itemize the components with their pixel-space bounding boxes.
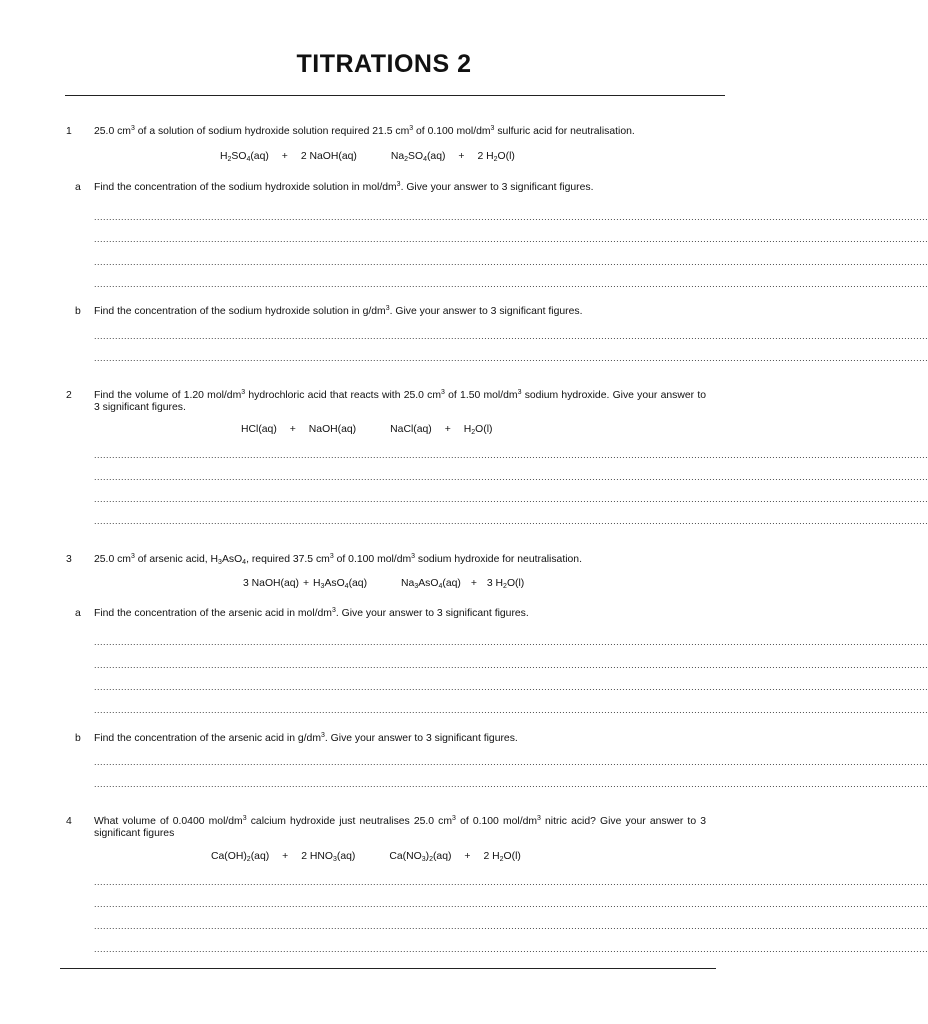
answer-line[interactable]: ...................................................................................................................................................................................................................................................................................... <box>94 234 928 244</box>
answer-line[interactable]: ...................................................................................................................................................................................................................................................................................... <box>94 212 928 222</box>
part-label-1b: b <box>75 306 81 317</box>
question-number-2: 2 <box>66 390 72 401</box>
answer-line[interactable]: ...................................................................................................................................................................................................................................................................................... <box>94 660 928 670</box>
answer-line[interactable]: ...................................................................................................................................................................................................................................................................................... <box>94 705 928 715</box>
question-2-text: Find the volume of 1.20 mol/$dm^3$ hydrochloric acid that reacts with 25.0 $cm^3$ of 1.50 mol/$dm^3$ sodium hydroxide. Give your answer to 3 significant figures. <box>94 389 707 413</box>
answer-line[interactable]: ...................................................................................................................................................................................................................................................................................... <box>94 279 928 289</box>
answer-line[interactable]: ...................................................................................................................................................................................................................................................................................... <box>94 637 928 647</box>
answer-line[interactable]: ...................................................................................................................................................................................................................................................................................... <box>94 450 928 460</box>
question-number-1: 1 <box>66 126 72 137</box>
page-title: TITRATIONS 2 <box>296 50 472 78</box>
part-label-1a: a <box>75 182 81 193</box>
title-divider <box>65 95 725 96</box>
question-number-4: 4 <box>66 816 72 827</box>
question-3-text: 25.0 $cm^3$ of arsenic acid, $H_3AsO_4$, required 37.5 $cm^3$ of 0.100 mol/$dm^3$ sodium hydroxide for neutralisation. <box>94 553 582 566</box>
answer-line[interactable]: ...................................................................................................................................................................................................................................................................................... <box>94 779 928 789</box>
equation-2: HCl(aq) + NaOH(aq) NaCl(aq) + $H_2O(l)$ <box>241 424 493 436</box>
question-1b-text: Find the concentration of the sodium hydroxide solution in $g/dm^3$. Give your answer to 3 significant figures. <box>94 305 583 317</box>
answer-line[interactable]: ...................................................................................................................................................................................................................................................................................... <box>94 944 928 954</box>
answer-line[interactable]: ...................................................................................................................................................................................................................................................................................... <box>94 757 928 767</box>
footer-divider <box>60 968 716 969</box>
part-label-3a: a <box>75 608 81 619</box>
answer-line[interactable]: ...................................................................................................................................................................................................................................................................................... <box>94 257 928 267</box>
part-label-3b: b <box>75 733 81 744</box>
answer-line[interactable]: ...................................................................................................................................................................................................................................................................................... <box>94 472 928 482</box>
answer-line[interactable]: ...................................................................................................................................................................................................................................................................................... <box>94 682 928 692</box>
equation-3: 3 NaOH(aq) + $H_3AsO_4(aq) Na_3AsO_4(aq) + 3$ $H_2O(l)$ <box>243 578 525 590</box>
answer-line[interactable]: ...................................................................................................................................................................................................................................................................................... <box>94 899 928 909</box>
answer-line[interactable]: ...................................................................................................................................................................................................................................................................................... <box>94 353 928 363</box>
question-3b-text: Find the concentration of the arsenic acid in $g/dm^3$. Give your answer to 3 significant figures. <box>94 732 518 744</box>
question-1-text: 25.0 $cm^3$ of a solution of sodium hydroxide solution required 21.5 $cm^3$ of 0.100 mol/$dm^3$ sulfuric acid for neutralisation. <box>94 125 635 137</box>
answer-line[interactable]: ...................................................................................................................................................................................................................................................................................... <box>94 877 928 887</box>
equation-1: $H_2SO_4(aq) + 2$ NaOH(aq) $Na_2SO_4(aq) + 2$ $H_2O(l)$ <box>220 151 515 163</box>
question-3a-text: Find the concentration of the arsenic acid in mol/$dm^3$. Give your answer to 3 significant figures. <box>94 607 529 619</box>
answer-line[interactable]: ...................................................................................................................................................................................................................................................................................... <box>94 494 928 504</box>
answer-line[interactable]: ...................................................................................................................................................................................................................................................................................... <box>94 921 928 931</box>
question-1a-text: Find the concentration of the sodium hydroxide solution in mol/$dm^3$. Give your answer to 3 significant figures. <box>94 181 594 193</box>
question-4-text: What volume of 0.0400 mol/$dm^3$ calcium hydroxide just neutralises 25.0 $cm^3$ of 0.100 mol/$dm^3$ nitric acid? Give your answer to 3 significant figures <box>94 815 706 839</box>
answer-line[interactable]: ...................................................................................................................................................................................................................................................................................... <box>94 331 928 341</box>
equation-4: $Ca(OH)_2(aq) + 2$ $HNO_3(aq) Ca(NO_3)_2(aq) + 2$ $H_2O(l)$ <box>211 851 521 863</box>
question-number-3: 3 <box>66 554 72 565</box>
answer-line[interactable]: ...................................................................................................................................................................................................................................................................................... <box>94 516 928 526</box>
